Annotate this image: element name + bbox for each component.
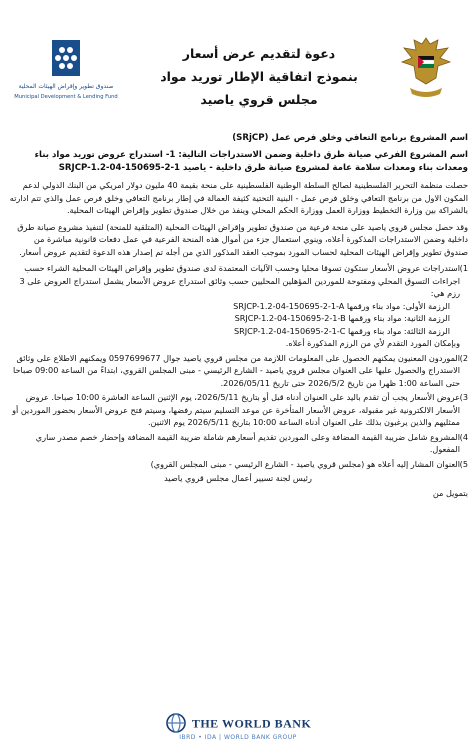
- svg-text:صندوق تطوير وإقراض الهيئات الم: صندوق تطوير وإقراض الهيئات المحلية: [18, 83, 114, 90]
- item-3-number: 3): [459, 392, 468, 402]
- mdlf-logo-graphic: [12, 40, 120, 104]
- item-3: [8, 391, 468, 429]
- paragraph-grant: حصلت منظمة التحرير الفلسطينية لصالح السلطة الوطنية الفلسطينية على منحة بقيمة 40 مليون دولار امريكي من البنك الدولي لدعم المكون الاول من برنامج التعافي وخلق فرص عمل - البنية التحتية كثيفة العمالة في إطار برنامج التعافي وخلق فرص عمل والذي تتم ادارته بالشراكة بين وزارة التخطيط ووزارة العمل ووزارة الحكم المحلي وينفذ من خلال صندوق تطوير وإقراض الهيئات المحلية.: [9, 180, 468, 215]
- funded-by: بتمويل من: [432, 487, 468, 498]
- item-4: [8, 431, 468, 456]
- eagle-emblem-icon: [396, 32, 456, 102]
- item-4-text: المشروع شامل ضريبة القيمة المضافة وعلى الموردين تقديم أسعارهم شاملة ضريبة القيمة المضافة وإحضار خصم مصدر ساري المفعول.: [35, 431, 460, 454]
- item-2-text: الموردون المعنيون يمكنهم الحصول على المعلومات اللازمة من مجلس قروي ياصيد جوال 0597699677 ويمكنهم الاطلاع على وثائق الاستدراج والحصول عليها على العنوان مجلس قروي ياصيد - الشارع الرئيسي - مبنى المجلس القروي، ابتداءً من الساعة 09:00 صباحا حتى الساعة 1:00 ظهرا من تاريخ 2026/5/2 حتى تاريخ 2026/05/11.: [13, 352, 460, 388]
- title-line-3: مجلس قروي ياصيد: [200, 92, 318, 107]
- item-1-tail: وبإمكان المورد التقدم لأي من الرزم المذكورة أعلاه.: [285, 338, 460, 348]
- announcement-body: [6, 132, 470, 499]
- item-1-number: 1): [459, 263, 468, 273]
- paragraph-subgrant: وقد حصل مجلس قروي ياصيد على منحة فرعية من صندوق تطوير وإقراض الهيئات المحلية (المتلقية للمنحة) لتنفيذ مشروع صيانة طرق داخلية وضمن الاستدراجات المذكورة أعلاه، وينوي استعمال جزء من أموال هذه المنحة الفرعية في عمل دفعات قانونية مباشرة من صندوق تطوير وإقراض الهيئات المحلية لحساب المورد بموجب العقد المذكور الذي من أجله تم إصدار هذه الدعوة لتقديم عروض أسعار.: [17, 221, 468, 257]
- mdlf-logo: [12, 40, 120, 104]
- item-2-number: 2): [459, 352, 468, 363]
- package-3: الرزمة الثالثة: مواد بناء ورقمها SRJCP-1.2-04-150695-2-1-C: [233, 325, 450, 336]
- sub-project-name: اسم المشروع الفرعي صيانة طرق داخلية وضمن الاستدراجات التالية: 1- استدراج عروض توريد مواد بناء ومعدات بناء ومعدات سلامة عامة لمشروع صيانة طرق داخلية - ياصيد SRJCP-1.2-04-150695-2-1: [34, 150, 468, 173]
- item-3-text: عروض الأسعار يجب أن تقدم باليد على العنوان أدناه قبل أو بتاريخ 2026/5/11، يوم الإثنين الساعة العاشرة 10:00 صباحا. عروض الأسعار الالكترونية غير مقبولة، عروض الأسعار المتأخرة عن موعد التسليم سيتم رفضها، وسيتم فتح عروض الأسعار بحضور الموردين أو ممثليهم والذين يرغبون بذلك على العنوان أدناه الساعة 10:00 بتاريخ 2026/5/11 يوم الاثنين.: [12, 392, 460, 427]
- package-1: الرزمة الأولى: مواد بناء ورقمها SRJCP-1.2-04-150695-2-1-A: [233, 300, 450, 311]
- title-line-2: بنموذج اتفاقية الإطار توريد مواد: [160, 69, 358, 84]
- item-4-number: 4): [459, 431, 468, 442]
- item-1: [8, 262, 468, 350]
- item-5-text: العنوان المشار إليه أعلاه هو (مجلس قروي ياصيد - الشارع الرئيسي - مبنى المجلس القروي): [150, 458, 460, 469]
- signature: رئيس لجنة تسيير أعمال مجلس قروي ياصيد: [164, 473, 312, 483]
- worldbank-logo: [0, 712, 476, 741]
- palestine-emblem: [396, 32, 456, 102]
- item-5-number: 5): [459, 458, 468, 469]
- title-line-1: دعوة لتقديم عرض أسعار: [182, 46, 336, 61]
- item-1-text: استدراجات عروض الأسعار ستكون تسوقا محليا وحسب الآليات المعتمدة لدى صندوق تطوير وإقراض الهيئات المحلية الشراء حسب اجراءات التسوق المحلي ومفتوحة للموردين المؤهلين المحليين حسب وثائق استدراج عروض الأسعار يشمل استدراج العروض على 3 رزم هي:: [19, 263, 460, 298]
- project-name: اسم المشروع برنامج التعافي وخلق فرص عمل (SRjCP): [232, 133, 468, 143]
- item-2: [8, 352, 468, 390]
- title-block: [126, 42, 392, 111]
- worldbank-subtitle: IBRD • IDA | WORLD BANK GROUP: [179, 734, 297, 741]
- globe-icon: [165, 712, 187, 734]
- item-5: [8, 458, 468, 471]
- svg-text:Municipal Development & Lendin: Municipal Development & Lending Fund: [14, 94, 118, 100]
- worldbank-name: THE WORLD BANK: [191, 716, 312, 731]
- package-2: الرزمة الثانية: مواد بناء ورقمها SRJCP-1.2-04-150695-2-1-B: [234, 313, 450, 323]
- header: [6, 4, 470, 132]
